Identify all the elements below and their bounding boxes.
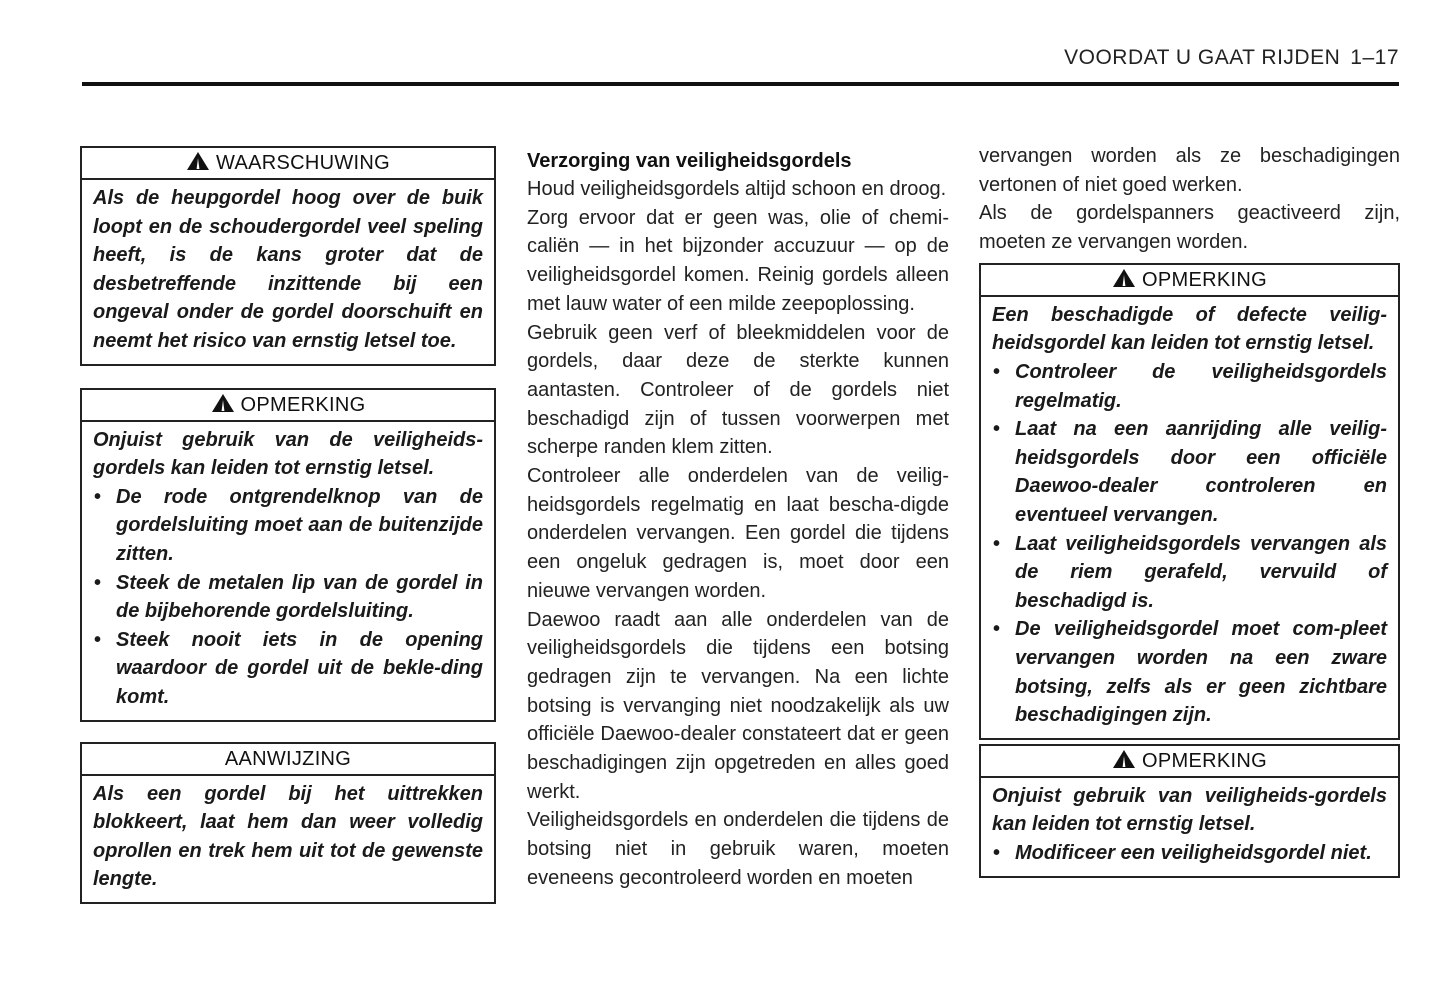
warning-triangle-icon <box>186 151 210 171</box>
running-header <box>1064 46 1399 70</box>
body-paragraph: Daewoo raadt aan alle onderdelen van de veiligheidsgordels die tijdens een botsing gedragen zijn te vervangen. Na een lichte botsing is vervanging niet noodzakelijk als uw officiële Daewoo-dealer constateert dat er geen beschadigingen zijn opgetreden en alles goed werkt. <box>527 608 949 803</box>
note-box-header <box>981 746 1398 778</box>
page-number: 1–17 <box>1350 46 1399 69</box>
body-paragraph: vervangen worden als ze beschadigingen vertonen of niet goed werken. <box>979 145 1400 196</box>
note-box-misuse <box>979 744 1400 878</box>
body-paragraph: Als de gordelspanners geactiveerd zijn, moeten ze vervangen worden. <box>979 202 1400 254</box>
note-bullet: • De veiligheidsgordel moet com-pleet vervangen worden na een zware botsing, zelfs als er geen zichtbare beschadigingen zijn. <box>992 615 1387 729</box>
right-column <box>979 142 1400 898</box>
hint-box-title: AANWIJZING <box>224 747 352 770</box>
note-intro: Onjuist gebruik van de veiligheids-gordels kan leiden tot ernstig letsel. <box>93 428 483 480</box>
section-heading: Verzorging van veiligheidsgordels <box>527 150 852 172</box>
warning-text: Als de heupgordel hoog over de buik loopt en de schoudergordel veel speling heeft, is de kans groter dat de desbetreffende inzittende bij een ongeval onder de gordel doorschuift en neemt het risico van ernstig letsel toe. <box>93 187 483 352</box>
body-paragraph: Zorg ervoor dat er geen was, olie of chemi-caliën — in het bijzonder accuzuur — op de veiligheidsgordel komen. Reinig gordels alleen met lauw water of een milde zeepoplossing. <box>527 206 949 315</box>
note-box-title: OPMERKING <box>1142 268 1267 291</box>
hint-box <box>80 742 496 904</box>
note-box-body <box>981 297 1398 738</box>
hint-text: Als een gordel bij het uittrekken blokkeert, laat hem dan weer volledig oprollen en trek hem uit tot de gewenste lengte. <box>93 782 483 891</box>
note-bullet-list <box>992 839 1387 868</box>
warning-box-body <box>82 180 494 364</box>
note-bullet: • Steek de metalen lip van de gordel in de bijbehorende gordelsluiting. <box>93 569 483 626</box>
note-box <box>80 388 496 722</box>
note-bullet: • De rode ontgrendelknop van de gordelsluiting moet aan de buitenzijde zitten. <box>93 483 483 569</box>
body-paragraph: Houd veiligheidsgordels altijd schoon en droog. <box>527 178 947 200</box>
section-title: VOORDAT U GAAT RIJDEN <box>1064 46 1341 69</box>
note-bullet: • Laat veiligheidsgordels vervangen als de riem gerafeld, vervuild of beschadigd is. <box>992 530 1387 616</box>
note-box-title: OPMERKING <box>1142 749 1267 772</box>
note-box-body <box>981 778 1398 876</box>
middle-column <box>527 147 949 893</box>
note-box-title: OPMERKING <box>240 393 366 416</box>
note-intro: Onjuist gebruik van veiligheids-gordels kan leiden tot ernstig letsel. <box>992 784 1387 836</box>
warning-box-header <box>82 148 494 180</box>
note-box-header <box>981 265 1398 297</box>
right-intro <box>979 142 1400 257</box>
note-bullet-list <box>93 483 483 712</box>
header-rule <box>82 82 1399 86</box>
hint-box-header <box>82 744 494 776</box>
note-box-body <box>82 422 494 720</box>
note-bullet: • Laat na een aanrijding alle veilig-heidsgordels door een officiële Daewoo-dealer controleren en eventueel vervangen. <box>992 415 1387 529</box>
body-paragraph: Veiligheidsgordels en onderdelen die tijdens de botsing niet in gebruik waren, moeten eveneens gecontroleerd worden en moeten <box>527 809 949 889</box>
warning-triangle-icon <box>1112 268 1136 288</box>
note-box-defect <box>979 263 1400 740</box>
hint-box-body <box>82 776 494 902</box>
warning-triangle-icon <box>211 393 235 413</box>
note-bullet: • Steek nooit iets in de opening waardoor de gordel uit de bekle-ding komt. <box>93 626 483 712</box>
note-bullet: • Controleer de veiligheidsgordels regelmatig. <box>992 358 1387 415</box>
body-paragraph: Controleer alle onderdelen van de veilig-heidsgordels regelmatig en laat bescha-digde onderdelen vervangen. Een gordel die tijdens een ongeluk gedragen is, moet door een nieuwe vervangen worden. <box>527 465 949 602</box>
note-intro: Een beschadigde of defecte veilig-heidsgordel kan leiden tot ernstig letsel. <box>992 303 1387 355</box>
warning-triangle-icon <box>1112 749 1136 769</box>
note-box-header <box>82 390 494 422</box>
body-paragraph: Gebruik geen verf of bleekmiddelen voor de gordels, daar deze de sterkte kunnen aantasten. Controleer of de gordels niet beschadigd zijn of tussen voorwerpen met scherpe randen klem zitten. <box>527 321 949 459</box>
note-bullet: • Modificeer een veiligheidsgordel niet. <box>992 839 1387 868</box>
note-bullet-list <box>992 358 1387 730</box>
left-column <box>80 146 496 924</box>
warning-box-title: WAARSCHUWING <box>216 152 390 174</box>
warning-box <box>80 146 496 366</box>
